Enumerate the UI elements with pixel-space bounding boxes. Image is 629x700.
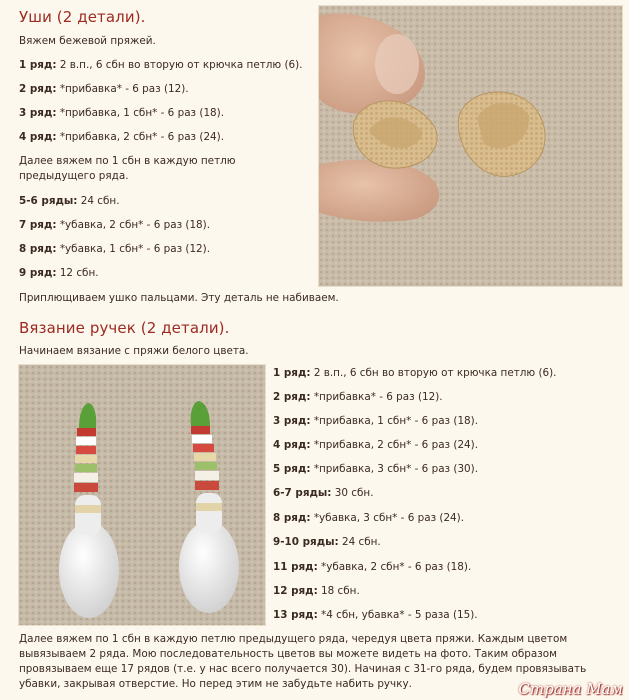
row-text: *убавка, 2 сбн* - 6 раз (18). <box>317 561 472 573</box>
row-label: 9 ряд: <box>19 267 57 279</box>
row-text: 2 в.п., 6 сбн во вторую от крючка петлю (6). <box>310 367 557 379</box>
row-text: 24 сбн. <box>77 195 120 207</box>
handles-row <box>273 390 443 405</box>
row-label: 2 ряд: <box>19 83 57 95</box>
handles-title: Вязание ручек (2 детали). <box>19 319 230 337</box>
row-text: *прибавка* - 6 раз (12). <box>310 391 443 403</box>
row-text: *прибавка, 1 сбн* - 6 раз (18). <box>310 415 479 427</box>
ears-photo <box>319 6 622 286</box>
ears-intro: Вяжем бежевой пряжей. <box>19 35 156 47</box>
row-label: 13 ряд: <box>273 609 318 621</box>
ears-row <box>19 130 224 145</box>
ears-row <box>19 58 302 73</box>
row-label: 4 ряд: <box>273 439 311 451</box>
row-label: 12 ряд: <box>273 585 318 597</box>
row-label: 5-6 ряды: <box>19 195 78 207</box>
handles-row <box>273 462 478 477</box>
row-text: 18 сбн. <box>317 585 360 597</box>
row-label: 4 ряд: <box>19 131 57 143</box>
row-text: *4 сбн, убавка* - 5 раза (15). <box>317 609 478 621</box>
handles-row <box>273 366 556 381</box>
handles-row <box>273 511 464 526</box>
ears-photo-illustration <box>319 6 622 286</box>
ears-row <box>19 242 210 257</box>
handles-photo <box>19 365 265 625</box>
handles-row <box>273 438 478 453</box>
row-text: 30 сбн. <box>331 487 374 499</box>
row-text: *прибавка, 3 сбн* - 6 раз (30). <box>310 463 479 475</box>
handles-row <box>273 535 381 550</box>
row-text: 2 в.п., 6 сбн во вторую от крючка петлю (6). <box>56 59 303 71</box>
ears-row <box>19 218 210 233</box>
handles-outro: Далее вяжем по 1 сбн в каждую петлю предыдущего ряда, чередуя цвета пряжи. Каждым цветом вывязываем 2 ряда. Мою последовательность цветов вы можете видеть на фото. Таким образом провязываем еще 17 рядов (т.е. у нас всего получается 30). Начиная с 31-го ряда, будем провязывать убавки, закрывая отверстие. Но перед этим не забудьте набить ручку. <box>19 633 587 690</box>
handles-row <box>273 486 374 501</box>
row-label: 11 ряд: <box>273 561 318 573</box>
handles-photo-illustration <box>19 365 265 625</box>
row-label: 8 ряд: <box>273 512 311 524</box>
row-label: 1 ряд: <box>19 59 57 71</box>
row-label: 3 ряд: <box>19 107 57 119</box>
row-text: *прибавка* - 6 раз (12). <box>56 83 189 95</box>
row-label: 5 ряд: <box>273 463 311 475</box>
row-text: *убавка, 3 сбн* - 6 раз (24). <box>310 512 465 524</box>
handles-intro: Начинаем вязание с пряжи белого цвета. <box>19 345 249 357</box>
row-text: *убавка, 1 сбн* - 6 раз (12). <box>56 243 211 255</box>
row-label: 7 ряд: <box>19 219 57 231</box>
row-label: 1 ряд: <box>273 367 311 379</box>
row-label: 9-10 ряды: <box>273 536 339 548</box>
handles-row <box>273 414 478 429</box>
ears-title: Уши (2 детали). <box>19 8 146 26</box>
row-label: 8 ряд: <box>19 243 57 255</box>
thumbnail <box>375 34 419 94</box>
row-text: 12 сбн. <box>56 267 99 279</box>
row-text: 24 сбн. <box>338 536 381 548</box>
ears-row <box>19 266 99 281</box>
ears-row <box>19 194 120 209</box>
handles-row <box>273 584 360 599</box>
ears-row <box>19 82 189 97</box>
site-watermark: Страна Мам <box>518 680 623 698</box>
ears-note: Далее вяжем по 1 сбн в каждую петлю предыдущего ряда. <box>19 155 236 182</box>
ears-outro: Приплющиваем ушко пальцами. Эту деталь не набиваем. <box>19 292 339 304</box>
row-label: 6-7 ряды: <box>273 487 332 499</box>
row-text: *убавка, 2 сбн* - 6 раз (18). <box>56 219 211 231</box>
row-text: *прибавка, 1 сбн* - 6 раз (18). <box>56 107 225 119</box>
handles-row <box>273 560 471 575</box>
row-text: *прибавка, 2 сбн* - 6 раз (24). <box>310 439 479 451</box>
row-label: 3 ряд: <box>273 415 311 427</box>
row-label: 2 ряд: <box>273 391 311 403</box>
handles-row <box>273 608 478 623</box>
row-text: *прибавка, 2 сбн* - 6 раз (24). <box>56 131 225 143</box>
ears-row <box>19 106 224 121</box>
